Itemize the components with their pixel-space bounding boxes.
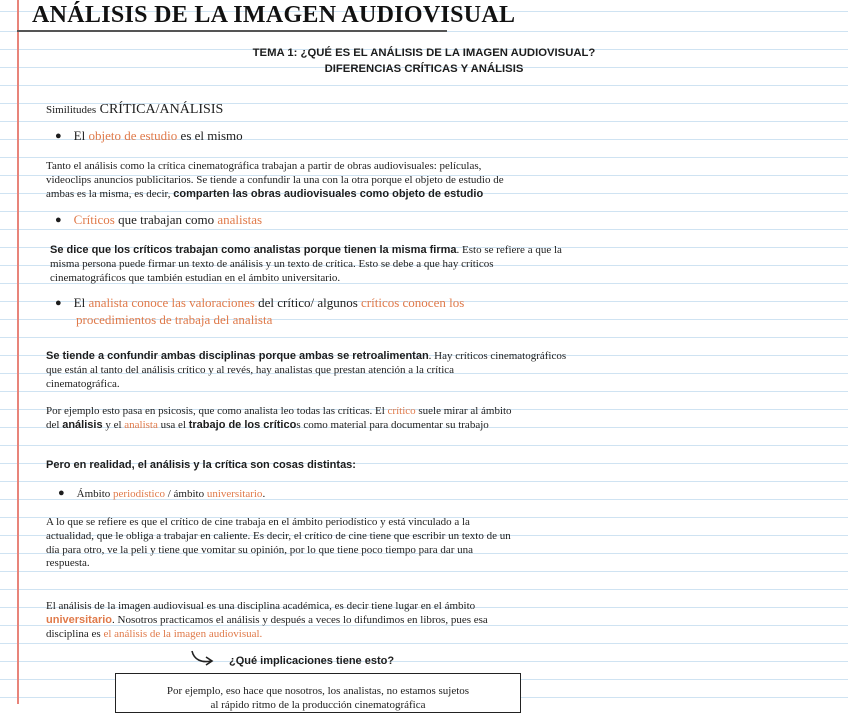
section-heading [46,102,223,118]
bullet-critics-as-analysts: ● Críticos que trabajan como analistas [55,212,263,227]
topic-title-line2: DIFERENCIAS CRÍTICAS Y ANÁLISIS [324,63,524,75]
bullet-dot-icon: ● [55,297,62,309]
example-box-line2: al rápido ritmo de la producción cinematográfica [210,699,426,711]
notebook-margin-line [17,0,19,704]
heading-distinct: Pero en realidad, el análisis y la crítica son cosas distintas: [46,459,356,471]
example-box-line1: Por ejemplo, eso hace que nosotros, los analistas, no estamos sujetos [166,685,470,697]
paragraph-feedback: Se tiende a confundir ambas disciplinas porque ambas se retroalimentan. Hay críticos cinematográficos que están al tanto del análisis crítico y al revés, hay analistas que prestan atención a la crítica cinematográfica. [46,350,567,390]
section-heading-lead: Similitudes [46,104,97,116]
paragraph-academic: El análisis de la imagen audiovisual es una disciplina académica, es decir tiene lugar en el ámbito universitario. Nosotros practicamos el análisis y después a veces lo difundimos en libros, pues esa disciplina es el análisis de la imagen audiovisual. [46,600,488,640]
curved-arrow-icon [190,648,216,668]
example-box [115,673,521,713]
topic-title-line1: TEMA 1: ¿QUÉ ES EL ANÁLISIS DE LA IMAGEN AUDIOVISUAL? [252,47,596,59]
section-heading-tail: CRÍTICA/ANÁLISIS [96,102,224,117]
bullet-dot-icon: ● [58,487,65,499]
page-title: ANÁLISIS DE LA IMAGEN AUDIOVISUAL [32,2,516,28]
bullet-fields: ● Ámbito periodístico / ámbito universitario. [58,487,266,500]
title-underline [17,30,447,32]
question-implications: ¿Qué implicaciones tiene esto? [229,655,395,667]
paragraph-journalism: A lo que se refiere es que el crítico de cine trabaja en el ámbito periodístico y está vinculado a la actualidad, que le obliga a trabajar en caliente. Es decir, el crítico de cine tiene que escribir un texto de un día para otro, ve la peli y tiene que vomitar su opinión, por lo que tiene poco tiempo para dar una respuesta. [46,516,511,570]
paragraph-same-signature: Se dice que los críticos trabajan como analistas porque tienen la misma firma. Esto se refiere a que la misma persona puede firmar un texto de análisis y un texto de crítica. Esto se debe a que hay críticos cinematográficos que también estudian en el ámbito universitario. [50,244,562,284]
bullet-same-object: ● El objeto de estudio es el mismo [55,128,243,143]
paragraph-similarities: Tanto el análisis como la crítica cinematográfica trabajan a partir de obras audiovisuales: películas, videoclips anuncios publicitarios. Se tiende a confundir la una con la otra porque el objeto de estudio de ambas es la misma, es decir, comparten las obras audiovisuales como objeto de estudio [46,160,504,200]
bullet-dot-icon: ● [55,130,62,142]
bullet-mutual-knowledge: ● El analista conoce las valoraciones del crítico/ algunos críticos conocen los procedimientos de trabaja del analista [55,295,465,327]
bullet-dot-icon: ● [55,214,62,226]
paragraph-example-psicosis: Por ejemplo esto pasa en psicosis, que como analista leo todas las críticas. El crítico suele mirar al ámbito del análisis y el analista usa el trabajo de los críticos como material para documentar su trabajo [46,405,512,431]
